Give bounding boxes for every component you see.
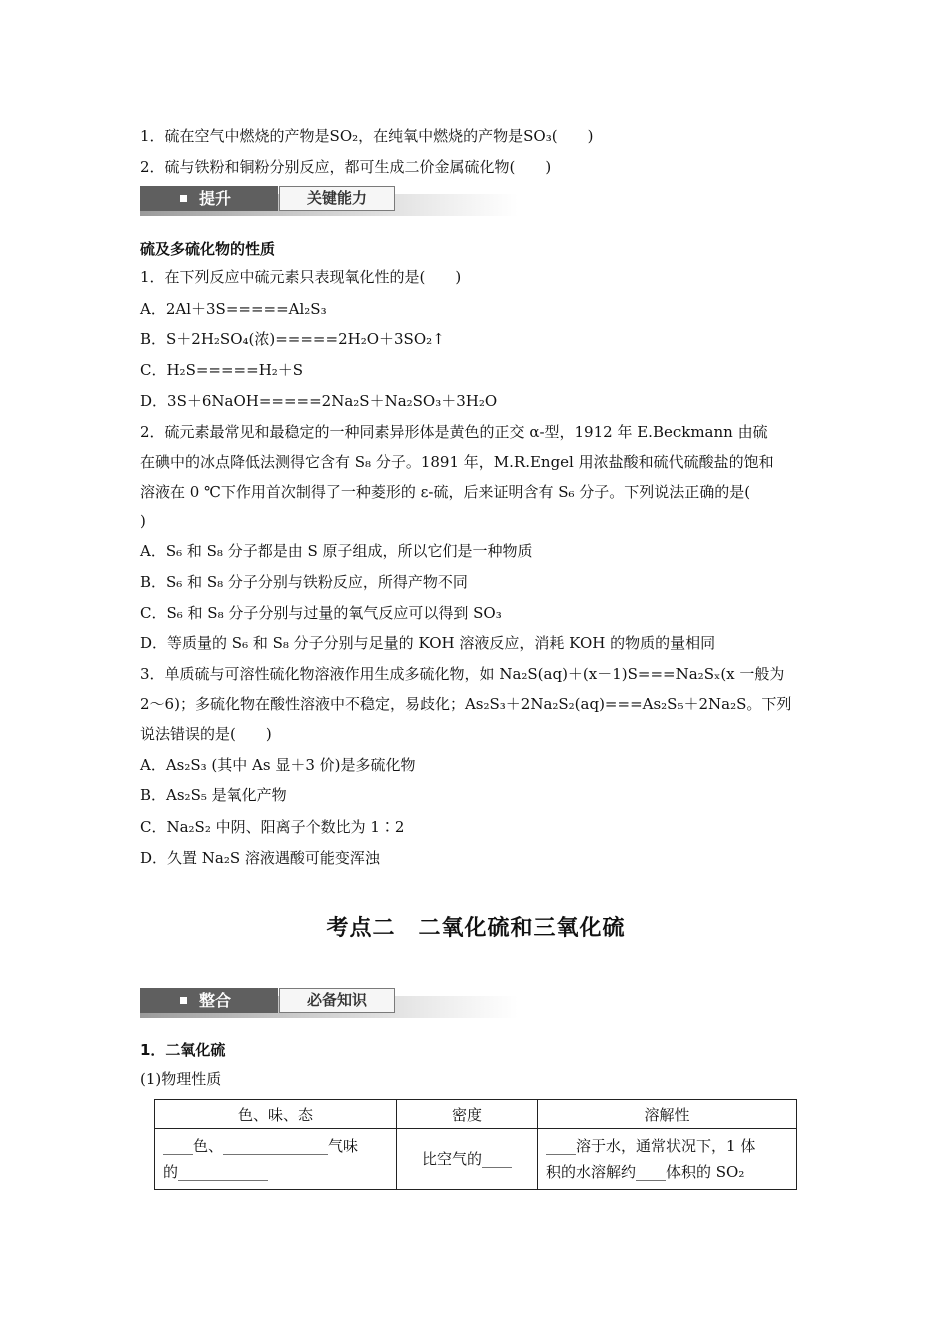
table-cell-density: 比空气的____ — [397, 1129, 538, 1190]
banner-dark-tab — [140, 988, 278, 1013]
q3-stem-line-1: 3．单质硫与可溶性硫化物溶液作用生成多硫化物，如 Na₂S(aq)＋(x－1)S===Na₂Sₓ(x 一般为 — [140, 665, 785, 683]
cell-line: 的____________ — [163, 1163, 269, 1181]
judge-question-2: 2．硫与铁粉和铜粉分别反应，都可生成二价金属硫化物( ) — [140, 158, 552, 176]
square-icon — [180, 997, 187, 1004]
sulfur-dioxide-heading: 1．二氧化硫 — [140, 1041, 226, 1059]
table-header-cell: 溶解性 — [538, 1100, 797, 1129]
table-cell-color-odor-state — [155, 1129, 397, 1190]
q3-option-b: B．As₂S₅ 是氧化产物 — [140, 786, 287, 804]
q3-option-a: A．As₂S₃ (其中 As 显＋3 价)是多硫化物 — [140, 756, 416, 774]
q3-option-d: D．久置 Na₂S 溶液遇酸可能变浑浊 — [140, 849, 380, 867]
cell-line: ____溶于水，通常状况下，1 体 — [546, 1137, 756, 1155]
cell-line: 积的水溶解约____体积的 SO₂ — [546, 1163, 745, 1181]
q3-option-c: C．Na₂S₂ 中阴、阳离子个数比为 1∶2 — [140, 818, 405, 836]
q2-option-b: B．S₆ 和 S₈ 分子分别与铁粉反应，所得产物不同 — [140, 573, 468, 591]
q3-stem-line-3: 说法错误的是( ) — [140, 725, 272, 743]
q1-option-a: A．2Al＋3S=====Al₂S₃ — [140, 300, 327, 318]
section-title: 考点二 二氧化硫和三氧化硫 — [326, 916, 626, 941]
q3-stem-line-2: 2～6)；多硫化物在酸性溶液中不稳定，易歧化；As₂S₃＋2Na₂S₂(aq)===As₂S₅＋2Na₂S。下列 — [140, 695, 792, 713]
table-cell-solubility — [538, 1129, 797, 1190]
table-header-cell: 密度 — [397, 1100, 538, 1129]
q2-stem-line-3: 溶液在 0 ℃下作用首次制得了一种菱形的 ε-硫，后来证明含有 S₆ 分子。下列说法正确的是( — [140, 483, 751, 501]
banner-dark-label: 提升 — [199, 189, 232, 208]
q2-stem-line-4: ) — [140, 512, 146, 530]
physical-properties-table — [154, 1099, 797, 1190]
q2-stem-line-1: 2．硫元素最常见和最稳定的一种同素异形体是黄色的正交 α-型，1912 年 E.Beckmann 由硫 — [140, 423, 768, 441]
q1-option-b: B．S＋2H₂SO₄(浓)=====2H₂O＋3SO₂↑ — [140, 330, 445, 348]
banner-dark-label: 整合 — [199, 991, 232, 1010]
table-header-row — [155, 1100, 797, 1129]
banner-light-tab: 关键能力 — [279, 186, 395, 211]
q1-option-d: D．3S＋6NaOH=====2Na₂S＋Na₂SO₃＋3H₂O — [140, 392, 498, 410]
q2-stem-line-2: 在碘中的冰点降低法测得它含有 S₈ 分子。1891 年，M.R.Engel 用浓盐酸和硫代硫酸盐的饱和 — [140, 453, 774, 471]
q2-option-d: D．等质量的 S₆ 和 S₈ 分子分别与足量的 KOH 溶液反应，消耗 KOH 的物质的量相同 — [140, 634, 716, 652]
banner-dark-tab — [140, 186, 278, 211]
q2-option-c: C．S₆ 和 S₈ 分子分别与过量的氧气反应可以得到 SO₃ — [140, 604, 502, 622]
banner-zhenghe — [140, 988, 518, 1018]
banner-light-tab: 必备知识 — [279, 988, 395, 1013]
q2-option-a: A．S₆ 和 S₈ 分子都是由 S 原子组成，所以它们是一种物质 — [140, 542, 533, 560]
physical-properties-heading: (1)物理性质 — [140, 1070, 222, 1088]
square-icon — [180, 195, 187, 202]
table-row — [155, 1129, 797, 1190]
cell-line: ____色、______________气味 — [163, 1137, 359, 1155]
judge-question-1: 1．硫在空气中燃烧的产物是SO₂，在纯氧中燃烧的产物是SO₃( ) — [140, 127, 594, 145]
subsection-heading: 硫及多硫化物的性质 — [140, 240, 276, 258]
q1-stem: 1．在下列反应中硫元素只表现氧化性的是( ) — [140, 268, 462, 286]
q1-option-c: C．H₂S=====H₂＋S — [140, 361, 304, 379]
banner-tisheng — [140, 186, 518, 216]
table-header-cell: 色、味、态 — [155, 1100, 397, 1129]
